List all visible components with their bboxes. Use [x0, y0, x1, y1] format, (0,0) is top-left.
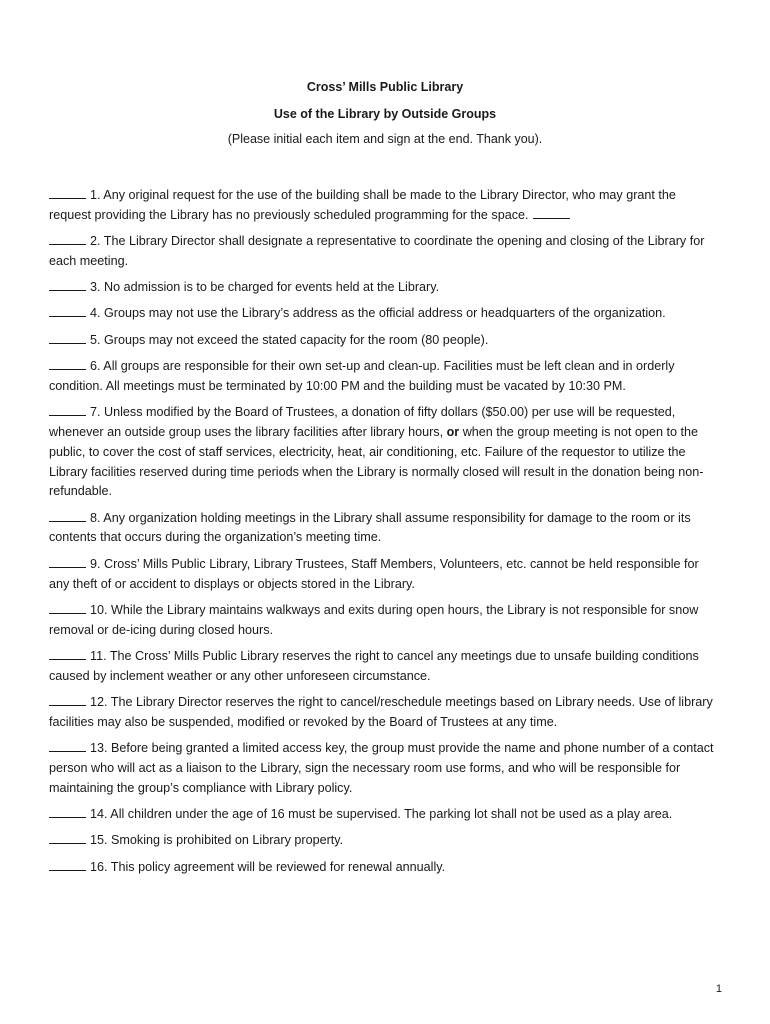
policy-item-16: 16. This policy agreement will be reviewed for renewal annually.	[49, 858, 714, 878]
initial-blank[interactable]	[49, 858, 86, 871]
initial-blank[interactable]	[49, 693, 86, 706]
document-subtitle: Use of the Library by Outside Groups	[273, 107, 497, 121]
initial-blank[interactable]	[49, 601, 86, 614]
policy-item-9: 9. Cross’ Mills Public Library, Library Trustees, Staff Members, Volunteers, etc. cannot be held responsible for any theft of or accident to displays or objects stored in the Library.	[49, 556, 699, 591]
policy-item-10: 10. While the Library maintains walkways and exits during open hours, the Library is not responsible for snow removal or de-icing during closed hours.	[49, 602, 699, 637]
policy-item-4: 4. Groups may not use the Library’s address as the official address or headquarters of the organization.	[49, 304, 714, 324]
policy-item-1: 1. Any original request for the use of the building shall be made to the Library Director, who may grant the request providing the Library has no previously scheduled programming for the space.	[49, 188, 676, 222]
page-number: 1	[715, 983, 722, 995]
instruction-line: (Please initial each item and sign at the end. Thank you).	[227, 132, 543, 146]
initial-blank[interactable]	[49, 278, 86, 291]
initial-blank[interactable]	[49, 509, 86, 522]
initial-blank-end[interactable]	[533, 206, 570, 219]
initial-blank[interactable]	[49, 331, 86, 344]
or-emphasis: or	[446, 424, 460, 439]
policy-item-5: 5. Groups may not exceed the stated capacity for the room (80 people).	[49, 331, 714, 351]
initial-blank[interactable]	[49, 186, 86, 199]
initial-blank[interactable]	[49, 739, 86, 752]
initial-blank[interactable]	[49, 831, 86, 844]
policy-items-list	[49, 186, 714, 884]
policy-item-13: 13. Before being granted a limited access key, the group must provide the name and phone number of a contact person who will act as a liaison to the Library, sign the necessary room use forms, and who will be responsible for maintaining the group’s compliance with Library policy.	[49, 741, 714, 795]
policy-item-14: 14. All children under the age of 16 must be supervised. The parking lot shall not be used as a play area.	[49, 805, 714, 825]
policy-item-3: 3. No admission is to be charged for events held at the Library.	[49, 278, 714, 298]
policy-item-8: 8. Any organization holding meetings in the Library shall assume responsibility for damage to the room or its contents that occurs during the organization’s meeting time.	[49, 510, 691, 545]
initial-blank[interactable]	[49, 304, 86, 317]
initial-blank[interactable]	[49, 805, 86, 818]
initial-blank[interactable]	[49, 232, 86, 245]
policy-item-6: 6. All groups are responsible for their own set-up and clean-up. Facilities must be left clean and in orderly condition. All meetings must be terminated by 10:00 PM and the building must be vacated by 10:30 PM.	[49, 359, 675, 393]
policy-item-15: 15. Smoking is prohibited on Library property.	[49, 831, 714, 851]
initial-blank[interactable]	[49, 403, 86, 416]
initial-blank[interactable]	[49, 555, 86, 568]
library-title: Cross’ Mills Public Library	[306, 80, 464, 94]
initial-blank[interactable]	[49, 357, 86, 370]
policy-item-2: 2. The Library Director shall designate a representative to coordinate the opening and closing of the Library for each meeting.	[49, 234, 705, 268]
initial-blank[interactable]	[49, 647, 86, 660]
policy-item-11: 11. The Cross’ Mills Public Library reserves the right to cancel any meetings due to unsafe building conditions caused by inclement weather or any other unforeseen circumstance.	[49, 648, 699, 683]
policy-item-7: 7. Unless modified by the Board of Trustees, a donation of fifty dollars ($50.00) per use will be requested, whenever an outside group uses the library facilities after library hours, or when the group meeting is not open to the public, to cover the cost of staff services, electricity, heat, air conditioning, etc. Failure of the requestor to utilize the Library facilities reserved during time periods when the Library is normally closed will result in the donation being non-refundable.	[49, 405, 704, 499]
policy-item-12: 12. The Library Director reserves the right to cancel/reschedule meetings based on Library needs. Use of library facilities may also be suspended, modified or revoked by the Board of Trustees at any time.	[49, 695, 713, 729]
